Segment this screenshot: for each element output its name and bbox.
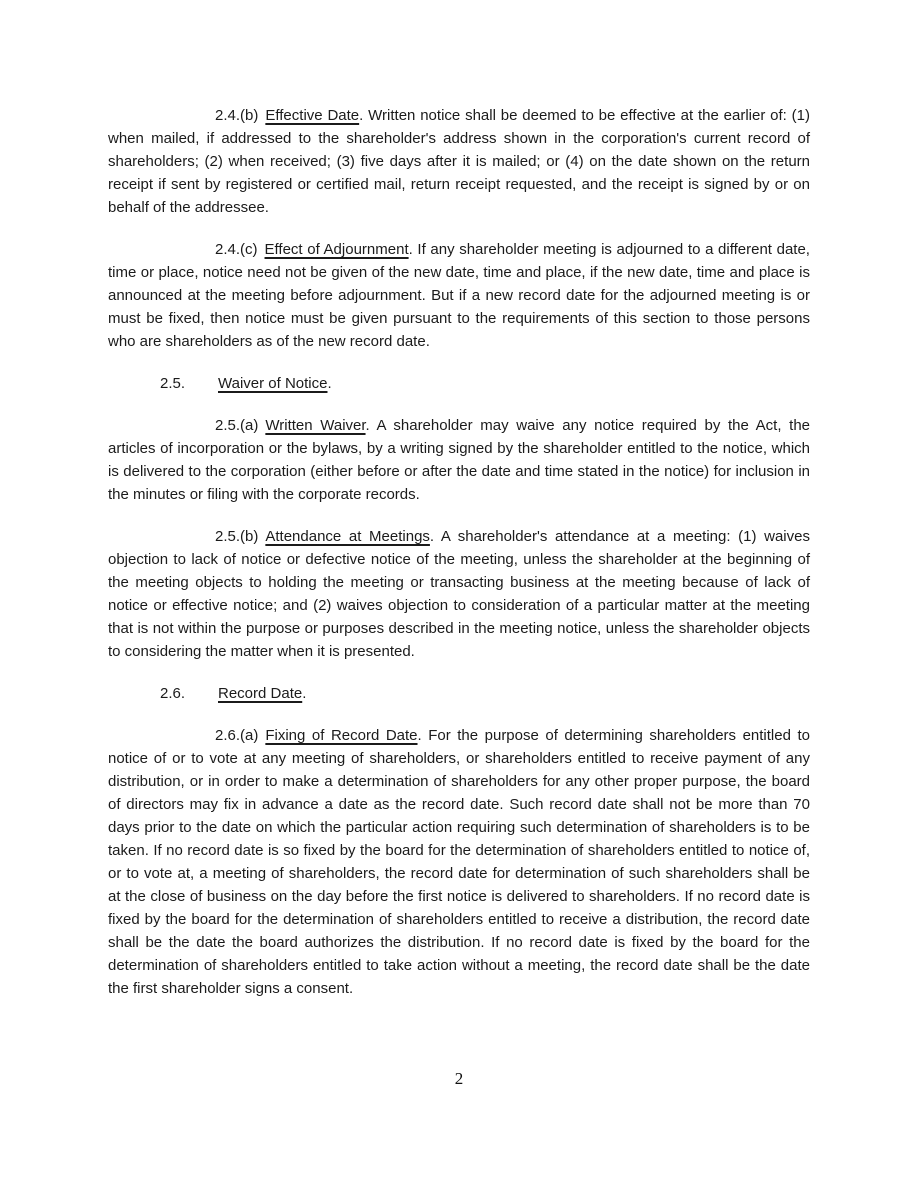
section-paragraph-2-5-b <box>108 525 810 663</box>
document-body <box>108 104 810 1019</box>
section-text: . If any shareholder meeting is adjourned to a different date, time or place, notice need not be given of the new date, time and place, if the new date, time and place is announced at the meeting before adjournment. But if a new record date for the adjourned meeting is or must be fixed, then notice must be given pursuant to the requirements of this section to those persons who are shareholders as of the new record date. <box>108 241 810 350</box>
section-paragraph-2-4-b <box>108 104 810 219</box>
section-text: . Written notice shall be deemed to be effective at the earlier of: (1) when mailed, if addressed to the shareholder's address shown in the corporation's current record of shareholders; (2) when received; (3) five days after it is mailed; or (4) on the date shown on the return receipt if sent by registered or certified mail, return receipt requested, and the receipt is signed by or on behalf of the addressee. <box>108 107 811 216</box>
section-number: 2.5. <box>160 375 186 392</box>
section-number: 2.6. <box>160 685 186 702</box>
page-number: 2 <box>454 1069 464 1088</box>
section-text: . <box>302 685 307 702</box>
section-title: Effective Date <box>265 107 360 124</box>
section-title: Written Waiver <box>265 417 366 434</box>
section-number: 2.5.(b) <box>215 528 259 545</box>
section-paragraph-2-5-a <box>108 414 810 506</box>
section-text: . <box>327 375 332 392</box>
section-text: . A shareholder's attendance at a meeting: (1) waives objection to lack of notice or defective notice of the meeting, unless the shareholder at the beginning of the meeting objects to holding the meeting or transacting business at the meeting because of lack of notice or effective notice; and (2) waives objection to consideration of a particular matter at the meeting that is not within the purpose or purposes described in the meeting notice, unless the shareholder objects to considering the matter when it is presented. <box>108 528 810 660</box>
section-title: Fixing of Record Date <box>265 727 418 744</box>
section-number: 2.4.(b) <box>215 107 259 124</box>
section-heading-2-5 <box>108 372 810 395</box>
section-heading-2-6 <box>108 682 810 705</box>
section-paragraph-2-4-c <box>108 238 810 353</box>
section-number: 2.4.(c) <box>215 241 258 258</box>
section-title: Effect of Adjournment <box>264 241 409 258</box>
section-number: 2.6.(a) <box>215 727 259 744</box>
section-title: Attendance at Meetings <box>265 528 430 545</box>
section-number: 2.5.(a) <box>215 417 259 434</box>
section-text: . A shareholder may waive any notice required by the Act, the articles of incorporation or the bylaws, by a writing signed by the shareholder entitled to the notice, which is delivered to the corporation (either before or after the date and time stated in the notice) for inclusion in the minutes or filing with the corporate records. <box>108 417 811 503</box>
section-title: Waiver of Notice <box>218 375 328 392</box>
section-title: Record Date <box>218 685 303 702</box>
section-paragraph-2-6-a <box>108 724 810 1000</box>
section-text: . For the purpose of determining shareholders entitled to notice of or to vote at any meeting of shareholders, or shareholders entitled to receive payment of any distribution, or in order to make a determination of shareholders for any other proper purpose, the board of directors may fix in advance a date as the record date. Such record date shall not be more than 70 days prior to the date on which the particular action requiring such determination of shareholders is to be taken. If no record date is so fixed by the board for the determination of shareholders entitled to notice of, or to vote at, a meeting of shareholders, the record date for determination of such shareholders shall be at the close of business on the day before the first notice is delivered to shareholders. If no record date is fixed by the board for the determination of shareholders entitled to receive a distribution, the record date shall be the date the board authorizes the distribution. If no record date is fixed by the board for the determination of shareholders entitled to take action without a meeting, the record date shall be the date the first shareholder signs a consent. <box>108 727 810 997</box>
